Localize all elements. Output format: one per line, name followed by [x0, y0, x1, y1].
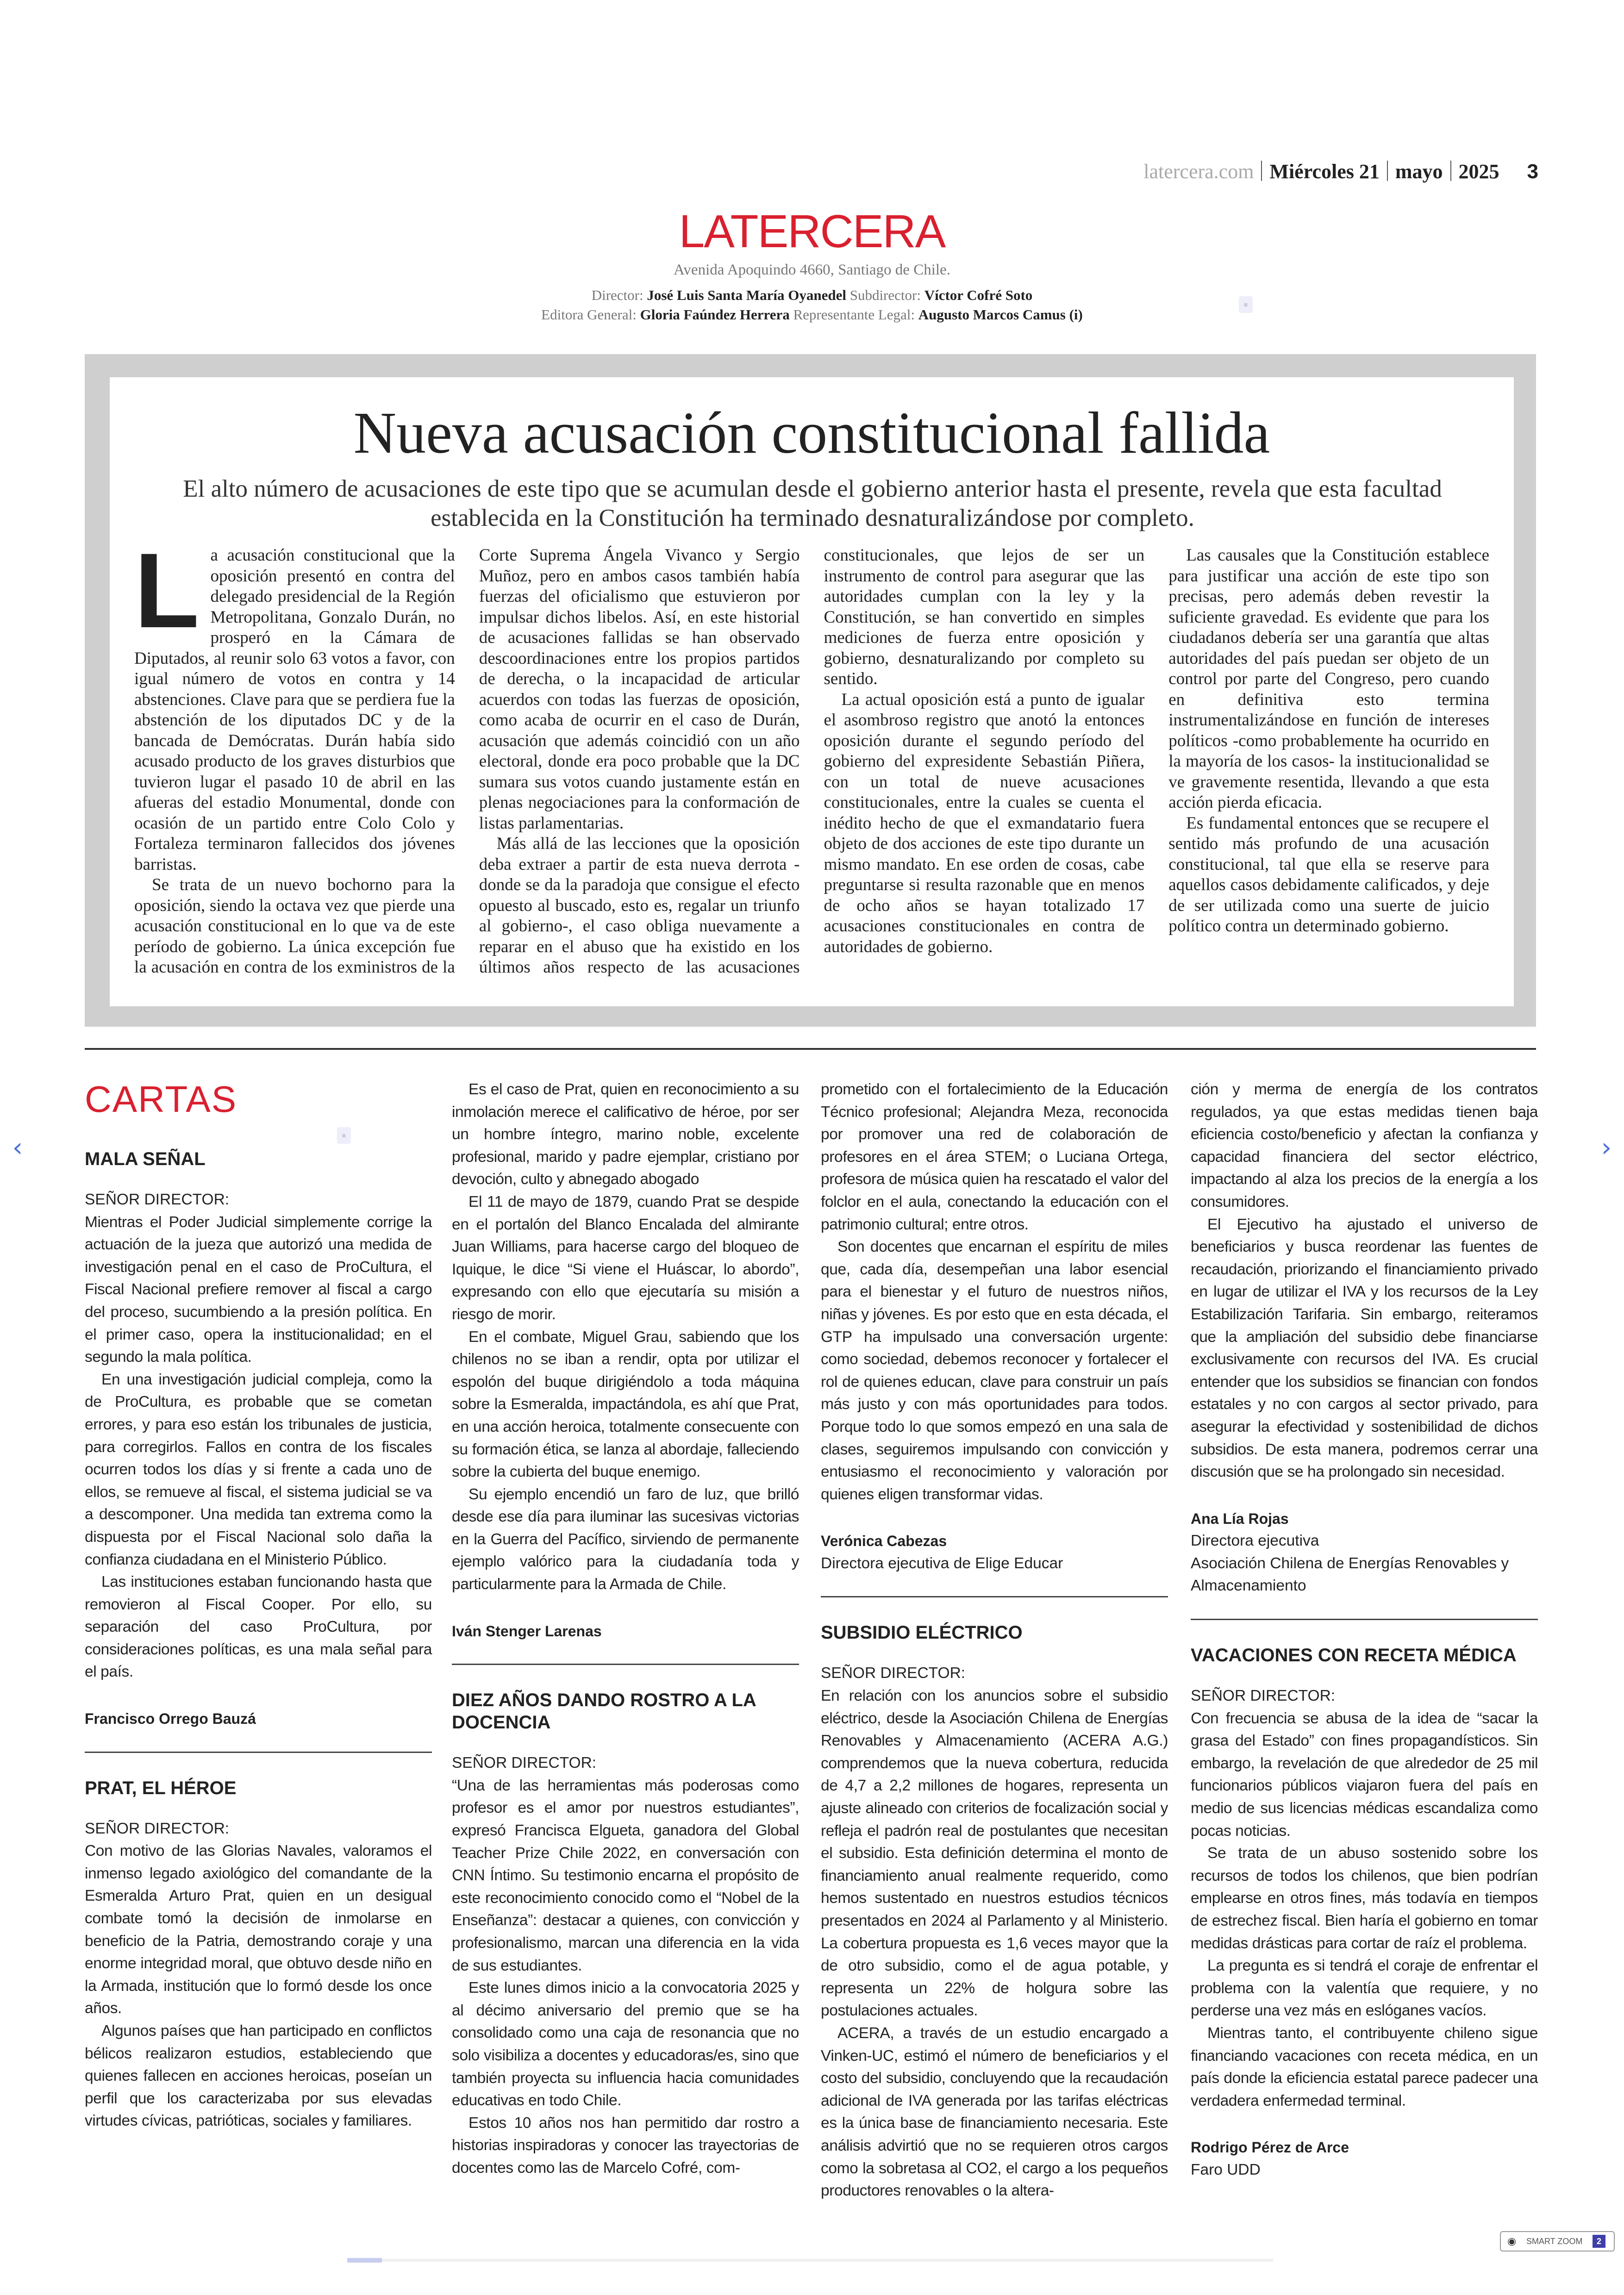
letter-paragraph: Algunos países que han participado en conflictos bélicos realizaron estudios, estableciendo que quienes fallecen en acciones heroicas, poseían un perfil que los caracterizaba por sus elevadas virtudes cívicas, patrióticas, sociales y familiares. [85, 2022, 432, 2130]
site-url: latercera.com [1143, 160, 1254, 183]
letters-column-3 [821, 1079, 1168, 2202]
legal-name: Augusto Marcos Camus (i) [918, 306, 1083, 323]
letter-signature: Iván Stenger Larenas [452, 1622, 602, 1640]
eye-icon: ◉ [1507, 2235, 1517, 2247]
subdirector-label: Subdirector: [849, 287, 921, 303]
letter-divider [1191, 1619, 1538, 1620]
editorial-paragraph: Es fundamental entonces que se recupere el sentido más profundo de una acusación constitucional, tal que ella se reserve para aquellos casos debidamente calificados, y deje de ser utilizada como una suerte de juicio político contra un determinado gobierno. [1168, 813, 1489, 935]
smart-zoom-label: SMART ZOOM [1526, 2237, 1583, 2246]
date-day: Miércoles 21 [1269, 160, 1380, 183]
letter-heading: MALA SEÑAL [85, 1149, 206, 1169]
letter-paragraph: En relación con los anuncios sobre el subsidio eléctrico, desde la Asociación Chilena de Energías Renovables y Almacenamiento (ACERA A.G.) comprendemos que la nueva cobertura, reducida de 4,7 a 2,2 millones de hogares, representa un ajuste alineado con criterios de focalización social y refleja el padrón real de postulantes que necesitan el subsidio. Esta definición determina el monto de financiamiento anual realmente requerido, como hemos sustentado en nuestros estudios técnicos presentados en 2024 al Parlamento y al Ministerio. La cobertura propuesta es 1,6 veces mayor que la de otro subsidio, como el de agua potable, y representa un 22% de holgura sobre las postulaciones actuales. [821, 1687, 1168, 2020]
letter-signature: Verónica Cabezas [821, 1533, 947, 1550]
letter-paragraph: La pregunta es si tendrá el coraje de enfrentar el problema con la valentía que requiere, y no perderse una vez más en eslóganes vacíos. [1191, 1957, 1538, 2020]
page-number: 3 [1527, 160, 1538, 183]
letter-paragraph: prometido con el fortalecimiento de la Educación Técnico profesional; Alejandra Meza, reconocida por promover una red de colaboración de profesores en el área STEM; o Luciana Ortega, profesora de música quien ha rescatado el valor del folclor en el aula, conectando la educación con el patrimonio cultural; entre otros. [821, 1081, 1168, 1233]
letter-heading: SUBSIDIO ELÉCTRICO [821, 1622, 1023, 1643]
drop-cap: L [134, 531, 200, 650]
editor-name: Gloria Faúndez Herrera [640, 306, 790, 323]
scrollbar-thumb[interactable] [347, 2258, 382, 2263]
letter-paragraph: Este lunes dimos inicio a la convocatoria 2025 y al décimo aniversario del premio que se ha consolidado como una caja de resonancia que no solo visibiliza a docentes y educadoras/es, sino que también proyecta su influencia hacia comunidades educativas en todo Chile. [452, 1979, 799, 2109]
director-label: Director: [591, 287, 643, 303]
letter-author-role: Faro UDD [1191, 2161, 1261, 2178]
editorial-paragraph: Las causales que la Constitución establece para justificar una acción de este tipo son precisas, pero además deben revestir la suficiente gravedad. Es evidente que para los ciudadanos debería ser una garantía que altas autoridades del país puedan ser objeto de un control por parte del Congreso, pero cuando en definitiva esto termina instrumentalizándose en función de intereses políticos -como probablemente ha ocurrido en la mayoría de los casos- la institucionalidad se ve gravemente resentida, llevando a que esta acción pierda eficacia. [1168, 546, 1489, 812]
horizontal-scrollbar[interactable] [347, 2259, 1273, 2262]
letter-paragraph: Mientras tanto, el contribuyente chileno sigue financiando vacaciones con receta médica, en un país donde la eficiencia estatal parece padecer una verdadera enfermedad terminal. [1191, 2024, 1538, 2109]
letter-author-role: Directora ejecutiva de Elige Educar [821, 1554, 1063, 1572]
page-dateline [1143, 160, 1538, 183]
letter-paragraph: ACERA, a través de un estudio encargado a Vinken-UC, estimó el número de beneficiarios y el costo del subsidio, concluyendo que la recaudación adicional de IVA generada por las tarifas eléctricas es la única base de financiamiento necesaria. Este análisis advirtió que no se requieren otros cargos como la sobretasa al CO2, el cargo a los pequeños productores renovables o la altera- [821, 2024, 1168, 2200]
divider [1261, 161, 1262, 181]
letter-paragraph: Es el caso de Prat, quien en reconocimiento a su inmolación merece el calificativo de héroe, por ser un hombre íntegro, marino noble, excelente profesional, marido y padre ejemplar, cristiano por devoción, culto y abnegado abogado [452, 1081, 799, 1188]
letter-paragraph: Se trata de un abuso sostenido sobre los recursos de todos los chilenos, que bien podrían emplearse en otros fines, más todavía en tiempos de estrechez fiscal. Bien haría el gobierno en tomar medidas drásticas para cortar de raíz el problema. [1191, 1845, 1538, 1952]
letter-author-role: Directora ejecutiva [1191, 1532, 1319, 1550]
editorial-paragraph: La actual oposición está a punto de igualar el asombroso registro que anotó la entonces oposición durante el segundo período del gobierno del expresidente Sebastián Piñera, con un total de nueve acusaciones constitucionales, entre la cuales se cuenta el inédito hecho de que el exmandatario fuera objeto de dos acciones de este tipo durante un mismo mandato. En ese orden de cosas, cabe preguntarse si resulta razonable que en menos de ocho años se hayan totalizado 17 acusaciones constitucionales en contra de autoridades de gobierno. [824, 690, 1145, 956]
divider [1387, 161, 1388, 181]
date-year: 2025 [1458, 160, 1499, 183]
letter-paragraph: Estos 10 años nos han permitido dar rostro a historias inspiradoras y conocer las trayectorias de docentes como las de Marcelo Cofré, com- [452, 2114, 799, 2177]
chevron-left-icon[interactable]: ‹ [12, 1133, 23, 1163]
letter-salutation: SEÑOR DIRECTOR: [452, 1754, 597, 1772]
letters-column-4 [1191, 1079, 1538, 2182]
letter-paragraph: Con motivo de las Glorias Navales, valoramos el inmenso legado axiológico del comandante de la Esmeralda Arturo Prat, quien en un desigual combate tomó la decisión de inmolarse en beneficio de la Patria, demostrando coraje y una enorme integridad moral, que obtuvo desde niño en la Armada, institución que lo formó desde los once años. [85, 1842, 432, 2017]
address: Avenida Apoquindo 4660, Santiago de Chile. [674, 262, 950, 278]
editorial-paragraph: Más allá de las lecciones que la oposición deba extraer a partir de esta nueva derrota -donde se da la paradoja que consigue el efecto opuesto al buscado, esto es, regalar un triunfo al gobierno-, el caso obliga nuevamente a reparar en el abuso que ha existido en los últimos años respecto de las acusaciones constitucionales, que lejos de ser un instrumento de control para asegurar que las autoridades cumplan con la ley y la Constitución, se han convertido en simples mediciones de fuerza entre oposición y gobierno, desnaturalizando por completo su sentido. [479, 546, 1145, 977]
smart-zoom-count: 2 [1593, 2235, 1605, 2248]
editorial-paragraph: Se trata de un nuevo bochorno para la oposición, siendo la octava vez que pierde una acusación constitucional en lo que va de este período de gobierno. La única excepción fue la acusación en contra de los exministros de la Corte Suprema Ángela Vivanco y Sergio Muñoz, pero en ambos casos también había fuerzas del oficialismo que estuvieron por impulsar dichos libelos. Así, en este historial de acusaciones fallidas se han observado descoordinaciones entre los propios partidos de derecha, o la incapacidad de articular acuerdos con todas las fuerzas de oposición, como acaba de ocurrir en el caso de Durán, acusación que además coincidió con un año electoral, donde era poco probable que la DC sumara sus votos cuando justamente están en plenas negociaciones para la conformación de listas parlamentarias. [134, 546, 800, 977]
letter-paragraph: ción y merma de energía de los contratos regulados, ya que estas medidas tienen baja eficiencia costo/beneficio y afectan la confianza y capacidad financiera del sector eléctrico, impactando al alza los precios de la energía a los consumidores. [1191, 1081, 1538, 1210]
editor-label: Editora General: [541, 306, 637, 323]
editorial-body [134, 531, 1489, 978]
letter-salutation: SEÑOR DIRECTOR: [85, 1820, 230, 1837]
letter-paragraph: Son docentes que encarnan el espíritu de miles que, cada día, desempeñan una labor esencial para el bienestar y el futuro de nuestros niños, niñas y jóvenes. Es por esto que en esta década, el GTP ha impulsado una conversación urgente: como sociedad, debemos reconocer y fortalecer el rol de quienes educan, clave para construir un país más justo y con más oportunidades para todos. Porque todo lo que somos empezó en una sala de clases, seguiremos impulsando con convicción y entusiasmo el reconocimiento y valoración por quienes eligen transformar vidas. [821, 1238, 1168, 1503]
letter-divider [452, 1664, 799, 1665]
letter-salutation: SEÑOR DIRECTOR: [821, 1665, 966, 1682]
masthead-staff-line-1 [0, 287, 1624, 304]
letter-paragraph: Su ejemplo encendió un faro de luz, que brilló desde ese día para iluminar las sucesivas victorias en la Guerra del Pacífico, sirviendo de permanente ejemplo valórico para la ciudadanía toda y particularmente para la Armada de Chile. [452, 1485, 799, 1593]
editorial-title: Nueva acusación constitucional fallida [353, 400, 1270, 466]
letter-heading: PRAT, EL HÉROE [85, 1777, 237, 1798]
letter-divider [821, 1596, 1168, 1597]
editorial-subtitle: El alto número de acusaciones de este tipo que se acumulan desde el gobierno anterior hasta el presente, revela que esta facultad establecida en la Constitución ha terminado desnaturalizándose por completo. [183, 475, 1442, 531]
letters-column-2 [452, 1079, 799, 2180]
letters-column-1 [85, 1079, 432, 2133]
letter-author-role: Asociación Chilena de Energías Renovables y Almacenamiento [1191, 1554, 1509, 1595]
letter-paragraph: El 11 de mayo de 1879, cuando Prat se despide en el portalón del Blanco Encalada del almirante Juan Williams, para hacerse cargo del bloqueo de Iquique, le dice “Si viene el Huáscar, lo abordo”, expresando con ello que ejecutaría su misión a riesgo de morir. [452, 1193, 799, 1323]
masthead-staff-line-2 [0, 306, 1624, 323]
letter-paragraph: En una investigación judicial compleja, como la de ProCultura, es probable que se cometan errores, y para eso están los tribunales de justicia, para corregirlos. Fallos en contra de los fiscales ocurren todos los días y si frente a cada uno de ellos, se remueve al fiscal, el sistema judicial se va a descomponer. Una medida tan extrema como la dispuesta por el Fiscal Nacional solo daña la confianza ciudadana en el Ministerio Público. [85, 1371, 432, 1568]
subdirector-name: Víctor Cofré Soto [924, 287, 1033, 303]
newspaper-logo: LATERCERA [679, 206, 945, 257]
editorial-paragraph [134, 531, 455, 875]
letter-paragraph: Mientras el Poder Judicial simplemente corrige la actuación de la jueza que autorizó una medida de investigación penal en el caso de ProCultura, el Fiscal Nacional prefiere remover al fiscal a cargo del proceso, sucumbiendo a la presión política. En el primer caso, opera la institucionalidad; en el segundo la mala política. [85, 1213, 432, 1366]
legal-label: Representante Legal: [793, 306, 915, 323]
letter-divider [85, 1752, 432, 1753]
paragraph-text: a acusación constitucional que la oposición presentó en contra del delegado presidencial de la Región Metropolitana, Gonzalo Durán, no prosperó en la Cámara de Diputados, al reunir solo 63 votos a favor, con igual número de votos en contra y 14 abstenciones. Clave para que se perdiera fue la abstención de los diputados DC y de la bancada de Demócratas. Durán había sido acusado producto de los graves disturbios que tuvieron lugar el pasado 10 de abril en las afueras del estadio Monumental, donde con ocasión de un partido entre Colo Colo y Fortaleza terminaron fallecidos dos jóvenes barristas. [134, 546, 455, 874]
letter-salutation: SEÑOR DIRECTOR: [1191, 1687, 1336, 1705]
director-name: José Luis Santa María Oyanedel [647, 287, 846, 303]
letter-signature: Ana Lía Rojas [1191, 1510, 1289, 1527]
letters-section-title: CARTAS [85, 1079, 237, 1120]
divider [1450, 161, 1451, 181]
letter-signature: Francisco Orrego Bauzá [85, 1710, 256, 1727]
letter-signature: Rodrigo Pérez de Arce [1191, 2139, 1349, 2156]
section-divider [85, 1048, 1536, 1050]
smart-zoom-button[interactable] [1500, 2231, 1615, 2251]
page-marker-icon[interactable]: ≡ [337, 1127, 351, 1144]
date-month: mayo [1395, 160, 1443, 183]
letter-paragraph: El Ejecutivo ha ajustado el universo de beneficiarios y busca reordenar las fuentes de recaudación, priorizando el financiamiento privado en lugar de utilizar el IVA y los recursos de la Ley Estabilización Tarifaria. Sin embargo, reiteramos que la ampliación del subsidio debe financiarse exclusivamente con recursos del IVA. Es crucial entender que los subsidios se financian con fondos estatales y no con cargos al sector privado, para asegurar la efectividad y sostenibilidad de dichos subsidios. De esta manera, podremos cerrar una discusión que se ha prolongado sin necesidad. [1191, 1216, 1538, 1481]
letter-paragraph: Con frecuencia se abusa de la idea de “sacar la grasa del Estado” con fines propagandísticos. Sin embargo, la revelación de que alrededor de 25 mil funcionarios públicos viajaron fuera del país en medio de sus licencias médicas escandaliza como pocas noticias. [1191, 1709, 1538, 1840]
letter-paragraph: Las instituciones estaban funcionando hasta que removieron al Fiscal Cooper. Por ello, su separación del caso ProCultura, por consideraciones políticas, es una mala señal para el país. [85, 1573, 432, 1681]
letter-heading: DIEZ AÑOS DANDO ROSTRO A LA DOCENCIA [452, 1690, 756, 1733]
letter-paragraph: En el combate, Miguel Grau, sabiendo que los chilenos no se iban a rendir, opta por utilizar el espolón del buque dirigiéndolo a toda máquina sobre la Esmeralda, impactándola, es ahí que Prat, en una acción heroica, totalmente consecuente con su formación ética, se lanza al abordaje, falleciendo sobre la cubierta del buque enemigo. [452, 1328, 799, 1481]
letter-heading: VACACIONES CON RECETA MÉDICA [1191, 1645, 1517, 1666]
chevron-right-icon[interactable]: › [1601, 1133, 1612, 1163]
page-marker-icon[interactable]: ≡ [1239, 296, 1253, 313]
letter-salutation: SEÑOR DIRECTOR: [85, 1191, 230, 1208]
letter-paragraph: “Una de las herramientas más poderosas como profesor es el amor por nuestros estudiantes”, expresó Francisca Elgueta, ganadora del Global Teacher Prize Chile 2022, en conversación con CNN Íntimo. Su testimonio encarna el propósito de este reconocimiento conocido como el “Nobel de la Enseñanza”: destacar a quienes, con convicción y profesionalismo, marcan una diferencia en la vida de sus estudiantes. [452, 1777, 799, 1974]
